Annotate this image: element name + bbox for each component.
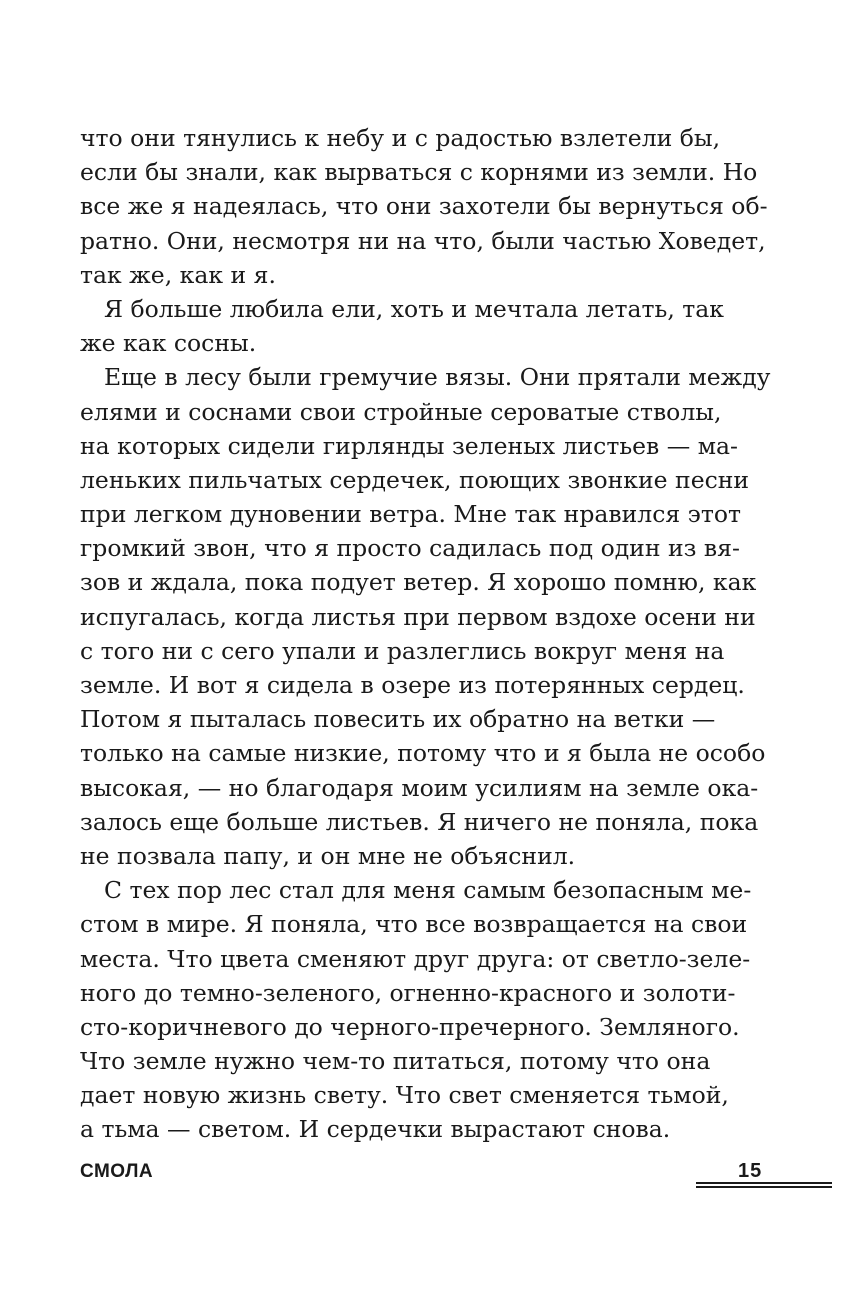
text-line: при легком дуновении ветра. Мне так нравился этот <box>80 500 741 529</box>
footer-rule-top <box>696 1182 832 1184</box>
text-line: на которых сидели гирлянды зеленых листьев — ма- <box>80 431 738 460</box>
text-line: так же, как и я. <box>80 260 276 289</box>
text-line: не позвала папу, и он мне не объяснил. <box>80 841 576 870</box>
text-line: только на самые низкие, потому что и я была не особо <box>80 739 766 768</box>
text-line: ратно. Они, несмотря ни на что, были частью Ховедет, <box>80 226 766 255</box>
text-line: леньких пильчатых сердечек, поющих звонкие песни <box>80 465 750 494</box>
page-number: 15 <box>738 1160 763 1182</box>
paragraph-first-line: Еще в лесу были гремучие вязы. Они прятали между <box>104 363 771 392</box>
text-line: если бы знали, как вырваться с корнями из земли. Но <box>80 158 758 187</box>
text-line: испугалась, когда листья при первом вздохе осени ни <box>80 602 756 631</box>
text-line: залось еще больше листьев. Я ничего не поняла, пока <box>80 807 759 836</box>
text-line: земле. И вот я сидела в озере из потерянных сердец. <box>80 671 745 699</box>
text-line: все же я надеялась, что они захотели бы вернуться об- <box>80 192 768 221</box>
paragraph-first-line: С тех пор лес стал для меня самым безопасным ме- <box>104 876 752 905</box>
text-line: же как сосны. <box>80 329 257 358</box>
text-line: громкий звон, что я просто садилась под один из вя- <box>80 534 740 563</box>
text-line: елями и соснами свои стройные сероватые стволы, <box>80 397 722 426</box>
text-line: сто-коричневого до черного-пречерного. Земляного. <box>80 1012 740 1041</box>
paragraph-first-line: Я больше любила ели, хоть и мечтала летать, так <box>104 294 724 323</box>
text-line: высокая, — но благодаря моим усилиям на земле ока- <box>80 773 759 802</box>
body-text <box>80 121 771 1147</box>
text-line: а тьма — светом. И сердечки вырастают снова. <box>80 1115 671 1144</box>
text-line: дает новую жизнь свету. Что свет сменяется тьмой, <box>80 1081 729 1110</box>
text-line: Что земле нужно чем-то питаться, потому что она <box>80 1047 711 1076</box>
text-line: места. Что цвета сменяют друг друга: от светло-зеле- <box>80 944 751 973</box>
text-line: ного до темно-зеленого, огненно-красного и золоти- <box>80 978 736 1007</box>
text-line: зов и ждала, пока подует ветер. Я хорошо помню, как <box>80 568 757 597</box>
footer-rule-bottom <box>696 1186 832 1188</box>
running-title: СМОЛА <box>80 1161 154 1182</box>
text-line: Потом я пыталась повесить их обратно на ветки — <box>80 705 716 734</box>
text-line: с того ни с сего упали и разлеглись вокруг меня на <box>80 636 725 665</box>
text-line: что они тянулись к небу и с радостью взлетели бы, <box>80 124 721 152</box>
text-line: стом в мире. Я поняла, что все возвращается на свои <box>80 910 748 939</box>
